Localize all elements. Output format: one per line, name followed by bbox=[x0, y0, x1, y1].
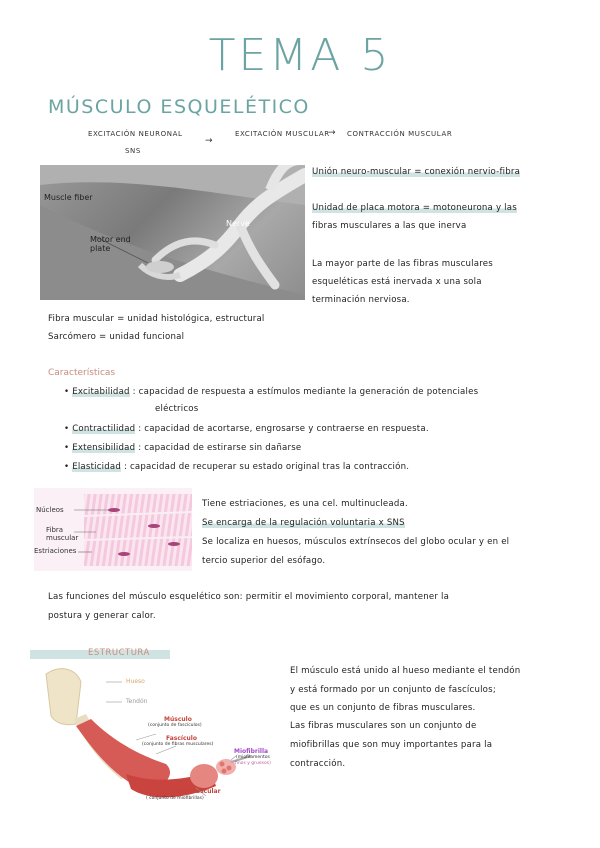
note-line: terminación nerviosa. bbox=[312, 295, 410, 305]
fibra-muscular-label: Fibra muscular bbox=[170, 788, 221, 795]
note-line: fibras musculares a las que inerva bbox=[312, 221, 467, 231]
note-line: esqueléticas está inervada x una sola bbox=[312, 277, 482, 287]
functions-line: postura y generar calor. bbox=[48, 611, 156, 621]
hueso-label: Hueso bbox=[126, 678, 145, 685]
characteristics-heading: Características bbox=[48, 368, 116, 378]
flow-step-neuronal: EXCITACIÓN NEURONAL bbox=[88, 130, 183, 138]
characteristic-item-cont: eléctricos bbox=[155, 404, 199, 414]
note-line: y está formado por un conjunto de fascículos; bbox=[290, 685, 496, 695]
note-line: Las fibras musculares son un conjunto de bbox=[290, 721, 477, 731]
note-line: Unión neuro-muscular = conexión nervio-fibra bbox=[312, 167, 521, 177]
skeletal-fiber-image bbox=[34, 488, 192, 571]
miofibrilla-label: Miofibrilla bbox=[234, 748, 269, 755]
note-line: contracción. bbox=[290, 759, 346, 769]
tendon-label: Tendón bbox=[126, 698, 148, 705]
section-title: MÚSCULO ESQUELÉTICO bbox=[48, 96, 310, 118]
miofibrilla-sub-label: (miofilamentos bbox=[236, 755, 270, 760]
estriaciones-label: Estriaciones bbox=[34, 547, 77, 555]
musculo-label: Músculo bbox=[164, 716, 192, 723]
functions-line: Las funciones del músculo esquelético son: permitir el movimiento corporal, mantener la bbox=[48, 592, 450, 602]
definition-line: Fibra muscular = unidad histológica, estructural bbox=[48, 314, 265, 324]
miofibrilla-sub-label: finos y gruesos) bbox=[235, 761, 271, 766]
fibra-muscular-label: Fibra muscular bbox=[46, 526, 79, 542]
page-title: TEMA 5 bbox=[208, 30, 392, 81]
fasciculo-label: Fascículo bbox=[166, 735, 197, 742]
note-line: La mayor parte de las fibras musculares bbox=[312, 259, 493, 269]
note-line: miofibrillas que son muy importantes para la bbox=[290, 740, 493, 750]
muscle-structure-illustration bbox=[36, 664, 276, 814]
flow-step-muscular: EXCITACIÓN MUSCULAR bbox=[235, 130, 330, 138]
muscle-fiber-label: Muscle fiber bbox=[44, 193, 93, 202]
characteristic-item: • Extensibilidad : capacidad de estirarse sin dañarse bbox=[64, 443, 302, 453]
arrow-icon: → bbox=[328, 128, 337, 138]
fasciculo-sub-label: (conjunto de fibras musculares) bbox=[142, 742, 214, 747]
flow-step-sns: SNS bbox=[125, 147, 141, 155]
structure-heading: ESTRUCTURA bbox=[88, 648, 150, 658]
nerve-label: Nerve bbox=[226, 219, 250, 228]
definition-line: Sarcómero = unidad funcional bbox=[48, 332, 185, 342]
note-line: Se localiza en huesos, músculos extrínsecos del globo ocular y en el bbox=[202, 537, 510, 547]
neuromuscular-junction-image bbox=[40, 165, 305, 300]
note-line: Se encarga de la regulación voluntaria x SNS bbox=[202, 518, 405, 528]
muscle-structure-image bbox=[36, 664, 276, 814]
characteristic-item: • Excitabilidad : capacidad de respuesta a estímulos mediante la generación de potenciales bbox=[64, 387, 479, 397]
note-line: tercio superior del esófago. bbox=[202, 556, 326, 566]
note-line: Tiene estriaciones, es una cel. multinucleada. bbox=[202, 499, 408, 509]
note-line: El músculo está unido al hueso mediante el tendón bbox=[290, 666, 521, 676]
motor-end-plate-label: Motor end plate bbox=[90, 235, 131, 253]
musculo-sub-label: (conjunto de fascículos) bbox=[148, 723, 202, 728]
arrow-icon: → bbox=[205, 136, 214, 146]
fibra-muscular-sub-label: ( conjunto de miofibrillas) bbox=[146, 796, 204, 801]
characteristic-item: • Contractilidad : capacidad de acortarse, engrosarse y contraerse en respuesta. bbox=[64, 424, 429, 434]
flow-step-contraccion: CONTRACCIÓN MUSCULAR bbox=[347, 130, 453, 138]
characteristic-item: • Elasticidad : capacidad de recuperar su estado original tras la contracción. bbox=[64, 462, 410, 472]
note-line: que es un conjunto de fibras musculares. bbox=[290, 703, 476, 713]
neuromuscular-illustration bbox=[40, 165, 305, 300]
nucleos-label: Núcleos bbox=[36, 506, 64, 514]
note-line: Unidad de placa motora = motoneurona y las bbox=[312, 203, 517, 213]
